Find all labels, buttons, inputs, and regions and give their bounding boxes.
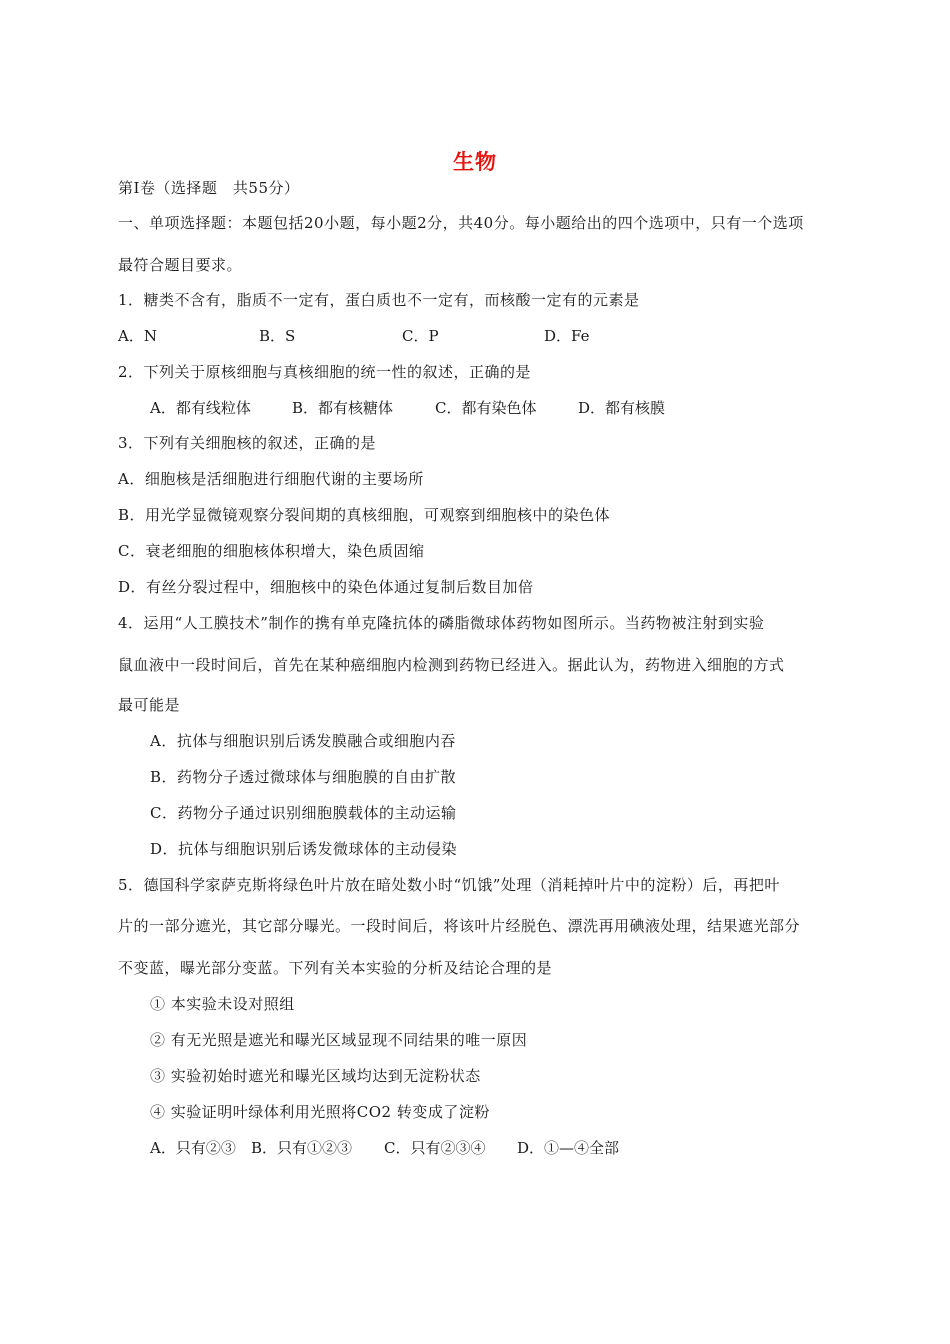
question-4-option-b: B．药物分子透过微球体与细胞膜的自由扩散 (150, 768, 457, 786)
option-a: A．只有②③ (150, 1139, 236, 1157)
question-5-stem-line-2: 片的一部分遮光，其它部分曝光。一段时间后，将该叶片经脱色、漂洗再用碘液处理，结果遮光部分 (118, 917, 801, 935)
question-3-option-d: D．有丝分裂过程中，细胞核中的染色体通过复制后数目加倍 (118, 578, 534, 596)
question-5-statement-1: ① 本实验未设对照组 (150, 995, 295, 1013)
question-5-statement-3: ③ 实验初始时遮光和曝光区域均达到无淀粉状态 (150, 1067, 481, 1085)
option-b: B．只有①②③ (251, 1139, 353, 1157)
question-4-option-d: D．抗体与细胞识别后诱发微球体的主动侵染 (150, 840, 458, 858)
option-b: B．S (259, 327, 296, 345)
question-4-stem-line-2: 鼠血液中一段时间后，首先在某种癌细胞内检测到药物已经进入。据此认为，药物进入细胞的方式 (118, 656, 785, 674)
question-4-stem-line-3: 最可能是 (118, 696, 181, 714)
option-d: D．①—④全部 (517, 1139, 620, 1157)
option-d: D．都有核膜 (578, 399, 666, 417)
question-4-stem-line-1: 4．运用“人工膜技术”制作的携有单克隆抗体的磷脂微球体药物如图所示。当药物被注射到实验 (118, 614, 765, 632)
question-3-stem: 3．下列有关细胞核的叙述，正确的是 (118, 434, 377, 452)
question-4-option-a: A．抗体与细胞识别后诱发膜融合或细胞内吞 (150, 732, 456, 750)
page-title: 生物 (453, 150, 497, 174)
question-1-stem: 1．糖类不含有，脂质不一定有，蛋白质也不一定有，而核酸一定有的元素是 (118, 291, 640, 309)
question-5-statement-4: ④ 实验证明叶绿体利用光照将CO2 转变成了淀粉 (150, 1103, 490, 1121)
option-b: B．都有核糖体 (292, 399, 394, 417)
question-3-option-c: C．衰老细胞的细胞核体积增大，染色质固缩 (118, 542, 425, 560)
option-c: C．只有②③④ (384, 1139, 486, 1157)
question-4-option-c: C．药物分子通过识别细胞膜载体的主动运输 (150, 804, 457, 822)
option-d: D．Fe (544, 327, 590, 345)
part-instructions-line-1: 一、单项选择题：本题包括20小题，每小题2分，共40分。每小题给出的四个选项中，只有一个选项 (118, 214, 804, 232)
option-c: C．P (402, 327, 439, 345)
question-5-stem-line-1: 5．德国科学家萨克斯将绿色叶片放在暗处数小时“饥饿”处理（消耗掉叶片中的淀粉）后，再把叶 (118, 876, 780, 894)
option-a: A．都有线粒体 (150, 399, 251, 417)
question-5-statement-2: ② 有无光照是遮光和曝光区域显现不同结果的唯一原因 (150, 1031, 528, 1049)
question-3-option-a: A．细胞核是活细胞进行细胞代谢的主要场所 (118, 470, 424, 488)
option-c: C．都有染色体 (435, 399, 537, 417)
section-header: 第Ⅰ卷（选择题 共55分） (118, 179, 300, 197)
question-3-option-b: B．用光学显微镜观察分裂间期的真核细胞，可观察到细胞核中的染色体 (118, 506, 611, 524)
option-a: A．N (118, 327, 157, 345)
part-instructions-line-2: 最符合题目要求。 (118, 256, 243, 274)
question-5-stem-line-3: 不变蓝，曝光部分变蓝。下列有关本实验的分析及结论合理的是 (118, 959, 553, 977)
question-2-stem: 2．下列关于原核细胞与真核细胞的统一性的叙述，正确的是 (118, 363, 532, 381)
